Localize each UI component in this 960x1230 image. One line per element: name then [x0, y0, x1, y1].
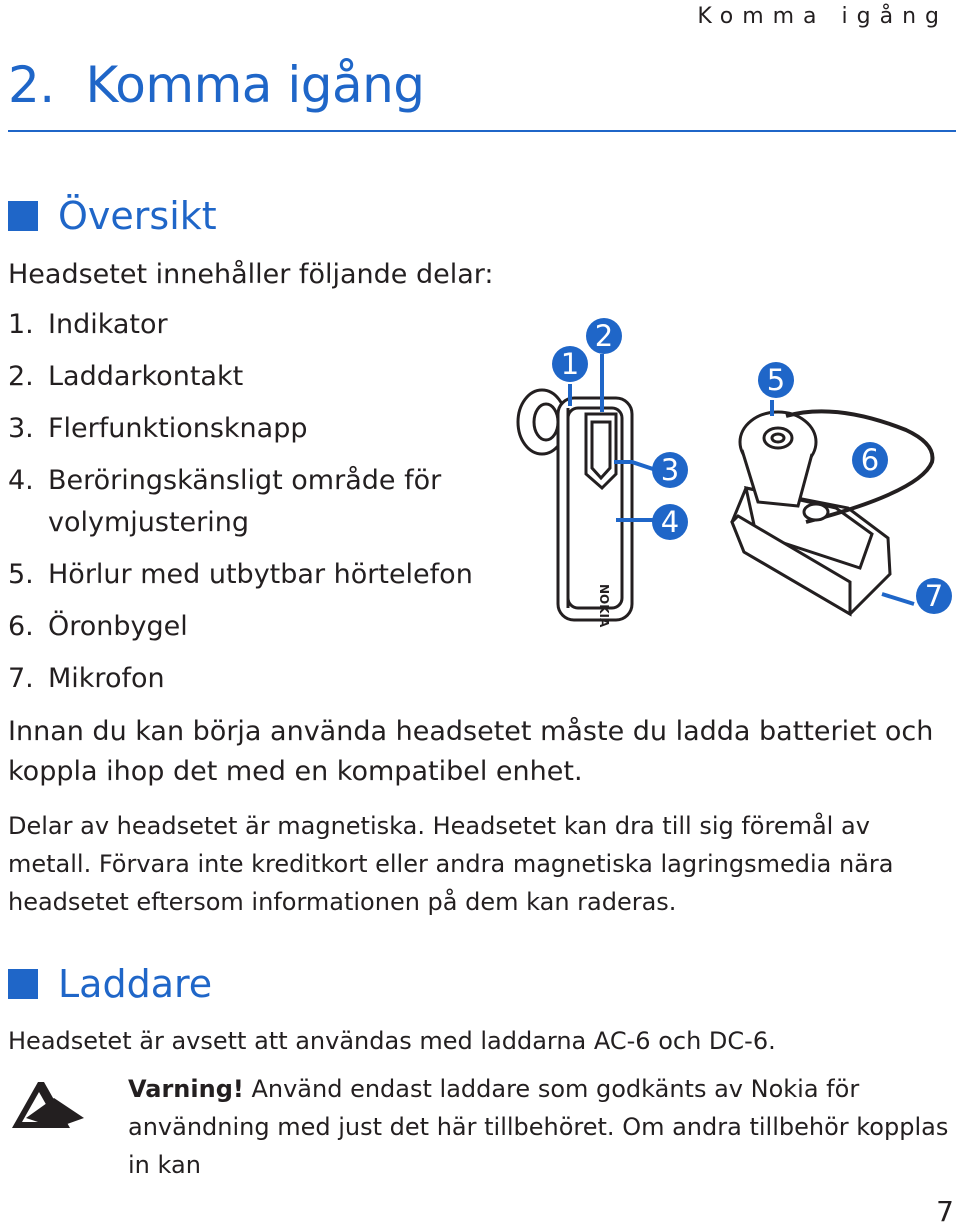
chargers-text: Headsetet är avsett att användas med laddarna AC-6 och DC-6.	[8, 1027, 776, 1055]
warning-text: Använd endast laddare som godkänts av Nokia för användning med just det här tillbehöret. Om andra tillbehör kopplas in kan	[128, 1075, 949, 1179]
list-item-number: 4.	[8, 465, 34, 496]
overview-paragraph: Innan du kan börja använda headsetet måste du ladda batteriet och koppla ihop det med en kompatibel enhet.	[8, 716, 934, 787]
callout-label: 1	[560, 347, 580, 381]
callout-label: 7	[924, 579, 944, 613]
warning-triangle-icon	[8, 1078, 88, 1130]
list-item-number: 7.	[8, 663, 34, 694]
section-heading-text: Översikt	[58, 194, 217, 238]
list-item	[8, 356, 528, 398]
section-heading-overview	[8, 194, 217, 238]
headset-side-view	[732, 411, 932, 614]
list-item-number: 1.	[8, 309, 34, 340]
headset-illustration	[506, 312, 958, 628]
list-item	[8, 304, 528, 346]
warning-paragraph	[128, 1070, 958, 1184]
list-item-label: Mikrofon	[48, 663, 165, 694]
warning-label: Varning!	[128, 1075, 244, 1103]
list-item-number: 5.	[8, 559, 34, 590]
parts-list	[8, 304, 528, 700]
running-header: Komma igång	[697, 4, 948, 29]
callout-label: 6	[860, 443, 880, 477]
list-item-label: Beröringskänsligt område för volymjustering	[48, 465, 442, 538]
list-item-label: Öronbygel	[48, 611, 188, 642]
callout-badge-3	[652, 452, 688, 488]
callout-badge-5	[758, 362, 794, 398]
callout-badge-4	[652, 504, 688, 540]
list-item	[8, 408, 528, 450]
callout-label: 3	[660, 453, 680, 487]
callout-label: 4	[660, 505, 680, 539]
overview-intro: Headsetet innehåller följande delar:	[8, 259, 494, 290]
list-item-label: Hörlur med utbytbar hörtelefon	[48, 559, 473, 590]
list-item-number: 3.	[8, 413, 34, 444]
list-item-number: 2.	[8, 361, 34, 392]
section-heading-text: Laddare	[58, 962, 213, 1006]
callout-label: 5	[766, 363, 786, 397]
chapter-title: 2. Komma igång	[8, 56, 425, 114]
section-marker-icon	[8, 969, 38, 999]
page-number: 7	[936, 1195, 954, 1228]
nokia-brand-text: NOKIA	[597, 584, 611, 628]
headset-front-view	[518, 390, 632, 620]
callout-badge-2	[586, 318, 622, 354]
callout-badge-1	[552, 346, 588, 382]
callout-badge-6	[852, 442, 888, 478]
magnet-note: Delar av headsetet är magnetiska. Headsetet kan dra till sig föremål av metall. Förvara inte kreditkort eller andra magnetiska lagringsmedia nära headsetet eftersom informationen på dem kan raderas.	[8, 812, 894, 916]
callout-label: 2	[594, 319, 614, 353]
list-item-label: Indikator	[48, 309, 168, 340]
list-item	[8, 606, 528, 648]
section-heading-chargers	[8, 962, 212, 1006]
section-marker-icon	[8, 201, 38, 231]
list-item	[8, 460, 528, 544]
callout-badge-7	[916, 578, 952, 614]
list-item-number: 6.	[8, 611, 34, 642]
list-item-label: Flerfunktionsknapp	[48, 413, 308, 444]
list-item	[8, 554, 528, 596]
list-item	[8, 658, 528, 700]
chapter-rule	[8, 130, 956, 132]
list-item-label: Laddarkontakt	[48, 361, 244, 392]
